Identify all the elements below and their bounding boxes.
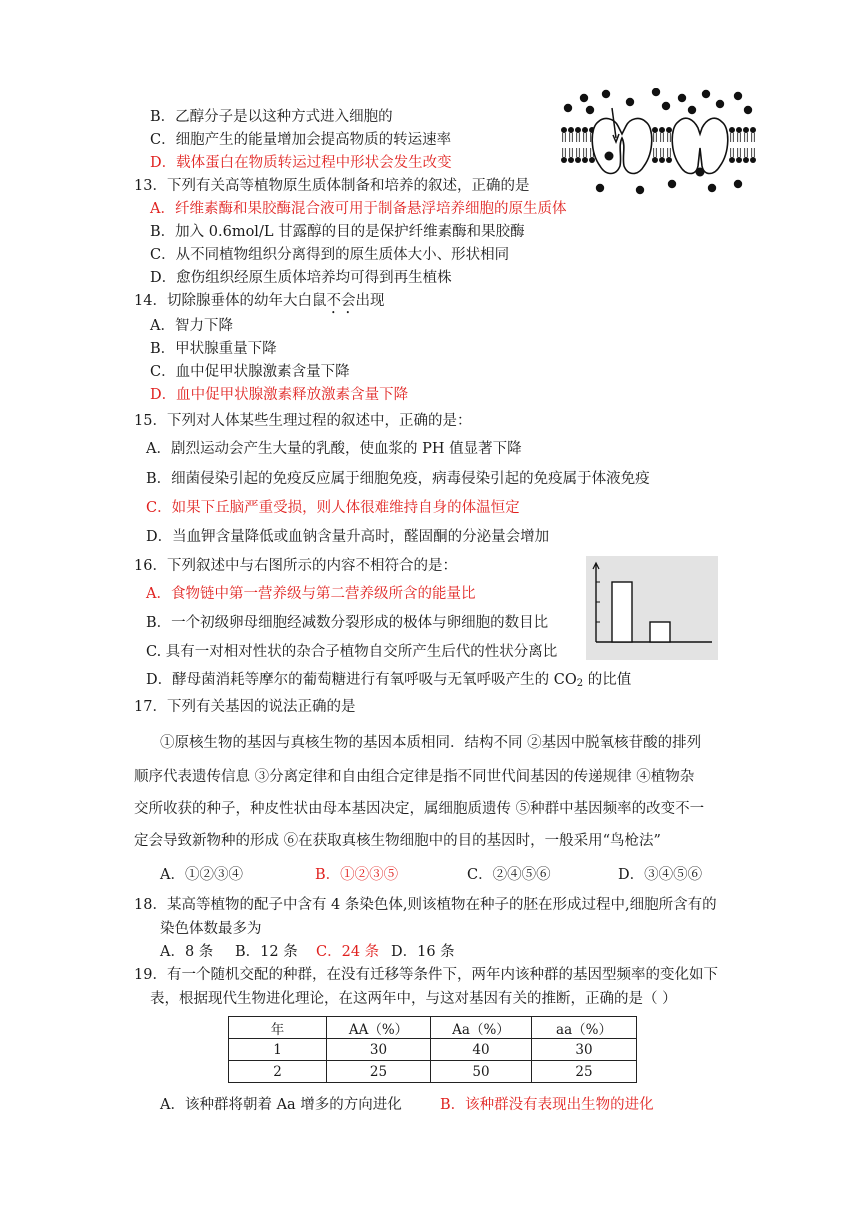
- chart-bar: [650, 622, 670, 642]
- q12-option-d: D．载体蛋白在物质转运过程中形状会发生改变: [150, 155, 452, 171]
- q14-option-d: D．血中促甲状腺激素释放激素含量下降: [150, 387, 409, 403]
- table-header: AA（%）: [327, 1017, 431, 1039]
- q13-option-c: C．从不同植物组织分离得到的原生质体大小、形状相同: [150, 247, 510, 263]
- table-cell: 30: [532, 1039, 637, 1061]
- q17-statements-line1: ①原核生物的基因与真核生物的基因本质相同．结构不同 ②基因中脱氧核苷酸的排列: [160, 735, 702, 751]
- q16-option-b: B．一个初级卵母细胞经减数分裂形成的极体与卵细胞的数目比: [146, 615, 549, 631]
- q17-statements-line3: 交所收获的种子，种皮性状由母本基因决定，属细胞质遗传 ⑤种群中基因频率的改变不一: [134, 801, 705, 817]
- q15-stem: 15．下列对人体某些生理过程的叙述中，正确的是：: [134, 413, 472, 429]
- q19-option-b: B．该种群没有表现出生物的进化: [440, 1097, 654, 1113]
- table-header: 年: [229, 1017, 327, 1039]
- q12-option-c: C．细胞产生的能量增加会提高物质的转运速率: [150, 132, 452, 148]
- q16-option-d-subscript: 2: [576, 678, 584, 689]
- q14-stem: [134, 292, 384, 317]
- q16-option-a: A．食物链中第一营养级与第二营养级所含的能量比: [146, 586, 476, 602]
- carrier-protein: [672, 118, 728, 176]
- q13-option-b: B．加入 0.6mol/L 甘露醇的目的是保护纤维素酶和果胶酶: [150, 224, 525, 240]
- table-cell: 2: [229, 1061, 327, 1083]
- q14-stem-post: 出现: [355, 293, 385, 309]
- table-cell: 40: [431, 1039, 532, 1061]
- q14-option-b: B．甲状腺重量下降: [150, 341, 277, 357]
- q12-option-b: B．乙醇分子是以这种方式进入细胞的: [150, 109, 393, 125]
- q17-option-b: B．①②③⑤: [315, 867, 399, 883]
- table-header: aa（%）: [532, 1017, 637, 1039]
- q19-stem-line1: 19．有一个随机交配的种群，在没有迁移等条件下，两年内该种群的基因型频率的变化如下: [134, 967, 718, 983]
- q17-statements-line2: 顺序代表遗传信息 ③分离定律和自由组合定律是指不同世代间基因的传递规律 ④植物杂: [134, 769, 695, 785]
- q19-stem-line2: 表，根据现代生物进化理论，在这两年中，与这对基因有关的推断，正确的是（ ）: [150, 991, 677, 1007]
- table-cell: 30: [327, 1039, 431, 1061]
- q17-option-d: D．③④⑤⑥: [618, 867, 703, 883]
- q16-option-d-tail: 的比值: [583, 672, 632, 688]
- q15-option-c: C．如果下丘脑严重受损，则人体很难维持自身的体温恒定: [146, 500, 520, 516]
- q13-option-a: A．纤维素酶和果胶酶混合液可用于制备悬浮培养细胞的原生质体: [150, 201, 567, 217]
- q17-statements-line4: 定会导致新物种的形成 ⑥在获取真核生物细胞中的目的基因时，一般采用“鸟枪法”: [134, 833, 661, 849]
- q14-option-a: A．智力下降: [150, 318, 233, 334]
- carrier-protein: [592, 108, 652, 174]
- q16-option-d-text: D．酵母菌消耗等摩尔的葡萄糖进行有氧呼吸与无氧呼吸产生的 CO: [146, 672, 577, 688]
- table-header-row: [229, 1017, 637, 1039]
- chart-bar: [612, 582, 632, 642]
- q13-stem: 13．下列有关高等植物原生质体制备和培养的叙述，正确的是: [134, 178, 530, 194]
- q14-stem-emphasis: 不会: [326, 293, 356, 309]
- table-cell: 50: [431, 1061, 532, 1083]
- q17-option-c: C．②④⑤⑥: [467, 867, 551, 883]
- q18-stem-line2: 染色体数最多为: [160, 921, 262, 937]
- q18-option-a: A．8 条: [160, 944, 214, 960]
- q18-option-d: D．16 条: [391, 944, 455, 960]
- table-header: Aa（%）: [431, 1017, 532, 1039]
- q14-option-c: C．血中促甲状腺激素含量下降: [150, 364, 350, 380]
- table-row: [229, 1061, 637, 1083]
- q16-option-d: [146, 671, 631, 693]
- q18-stem-line1: 18．某高等植物的配子中含有 4 条染色体,则该植物在种子的胚在形成过程中,细胞所含有的: [134, 897, 717, 913]
- table-row: [229, 1039, 637, 1061]
- q18-option-b: B．12 条: [235, 944, 298, 960]
- q18-option-c: C．24 条: [316, 944, 380, 960]
- genotype-frequency-table: [228, 1016, 637, 1083]
- q17-stem: 17．下列有关基因的说法正确的是: [134, 699, 356, 715]
- q16-option-c: C. 具有一对相对性状的杂合子植物自交所产生后代的性状分离比: [146, 644, 558, 660]
- q15-option-d: D．当血钾含量降低或血钠含量升高时，醛固酮的分泌量会增加: [146, 529, 550, 545]
- table-cell: 25: [327, 1061, 431, 1083]
- membrane-transport-figure: [560, 88, 760, 198]
- q19-option-a: A．该种群将朝着 Aa 增多的方向进化: [160, 1097, 402, 1113]
- q15-option-a: A．剧烈运动会产生大量的乳酸，使血浆的 PH 值显著下降: [146, 441, 522, 457]
- q17-option-a: A．①②③④: [160, 867, 243, 883]
- q14-stem-pre: 14．切除腺垂体的幼年大白鼠: [134, 293, 327, 309]
- table-cell: 1: [229, 1039, 327, 1061]
- q16-bar-chart: [586, 556, 718, 660]
- q15-option-b: B．细菌侵染引起的免疫反应属于细胞免疫，病毒侵染引起的免疫属于体液免疫: [146, 471, 650, 487]
- table-cell: 25: [532, 1061, 637, 1083]
- q16-stem: 16．下列叙述中与右图所示的内容不相符合的是：: [134, 558, 457, 574]
- q13-option-d: D．愈伤组织经原生质体培养均可得到再生植株: [150, 270, 452, 286]
